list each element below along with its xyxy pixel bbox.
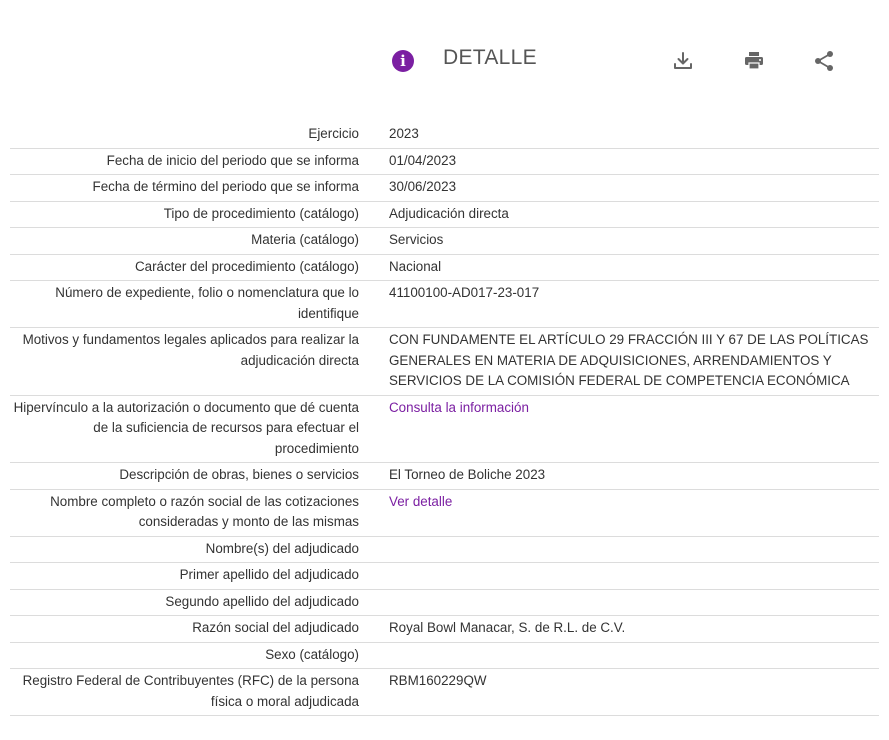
table-row (10, 463, 879, 490)
field-label: Motivos y fundamentos legales aplicados para realizar la adjudicación directa (22, 332, 359, 368)
field-value (359, 590, 879, 616)
table-row (10, 149, 879, 176)
field-value: Nacional (389, 258, 442, 274)
table-row (10, 328, 879, 396)
field-value: 01/04/2023 (389, 152, 457, 168)
share-icon (812, 49, 836, 73)
field-label: Primer apellido del adjudicado (179, 567, 359, 582)
field-label: Registro Federal de Contribuyentes (RFC) de la persona física o moral adjudicada (22, 673, 359, 709)
print-icon (742, 49, 766, 73)
field-label: Segundo apellido del adjudicado (165, 593, 359, 609)
field-value (359, 643, 879, 669)
field-value: El Torneo de Boliche 2023 (389, 467, 546, 482)
table-row (10, 537, 879, 564)
field-label: Tipo de procedimiento (catálogo) (163, 205, 359, 221)
field-value (359, 563, 879, 589)
field-label: Número de expediente, folio o nomenclatura que lo identifique (55, 285, 359, 321)
field-value (359, 396, 879, 463)
detail-header (0, 44, 889, 80)
field-value: Adjudicación directa (389, 205, 509, 221)
field-value: CON FUNDAMENTE EL ARTÍCULO 29 FRACCIÓN III Y 67 DE LAS POLÍTICAS GENERALES EN MATERIA DE ADQUISICIONES, ARRENDAMIENTOS Y SERVICIOS DE LA COMISIÓN FEDERAL DE COMPETENCIA ECONÓMICA (389, 332, 869, 388)
table-row (10, 281, 879, 328)
field-value: 41100100-AD017-23-017 (389, 285, 540, 300)
table-row (10, 490, 879, 537)
table-row (10, 175, 879, 202)
download-button[interactable] (670, 48, 696, 74)
table-row (10, 255, 879, 282)
field-link[interactable]: Consulta la información (389, 399, 529, 415)
table-row (10, 202, 879, 229)
field-label: Fecha de término del periodo que se informa (92, 179, 359, 194)
field-value: RBM160229QW (389, 673, 487, 688)
field-value: 2023 (389, 126, 419, 141)
field-label: Descripción de obras, bienes o servicios (119, 467, 359, 482)
field-label: Razón social del adjudicado (192, 620, 359, 635)
table-row (10, 122, 879, 149)
field-value (359, 490, 879, 536)
field-label: Materia (catálogo) (251, 232, 359, 247)
table-row (10, 396, 879, 464)
field-label: Fecha de inicio del periodo que se informa (106, 152, 359, 168)
table-row (10, 669, 879, 716)
field-value: 30/06/2023 (389, 179, 457, 194)
field-label: Nombre(s) del adjudicado (205, 540, 359, 556)
info-icon: i (392, 50, 414, 72)
field-label: Hipervínculo a la autorización o documento que dé cuenta de la suficiencia de recursos para efectuar el procedimiento (13, 399, 359, 456)
field-value (359, 537, 879, 563)
field-label: Nombre completo o razón social de las cotizaciones consideradas y monto de las mismas (50, 493, 359, 529)
table-row (10, 563, 879, 590)
share-button[interactable] (811, 48, 837, 74)
print-button[interactable] (741, 48, 767, 74)
table-row (10, 643, 879, 670)
table-row (10, 590, 879, 617)
field-value: Royal Bowl Manacar, S. de R.L. de C.V. (389, 620, 626, 635)
field-link[interactable]: Ver detalle (389, 493, 453, 509)
field-label: Carácter del procedimiento (catálogo) (134, 258, 359, 274)
table-row (10, 616, 879, 643)
field-label: Ejercicio (308, 126, 359, 141)
table-row (10, 228, 879, 255)
field-label: Sexo (catálogo) (265, 646, 359, 662)
download-icon (671, 49, 695, 73)
page-title: DETALLE (443, 46, 537, 69)
detail-table (10, 122, 879, 716)
field-value: Servicios (389, 232, 444, 247)
